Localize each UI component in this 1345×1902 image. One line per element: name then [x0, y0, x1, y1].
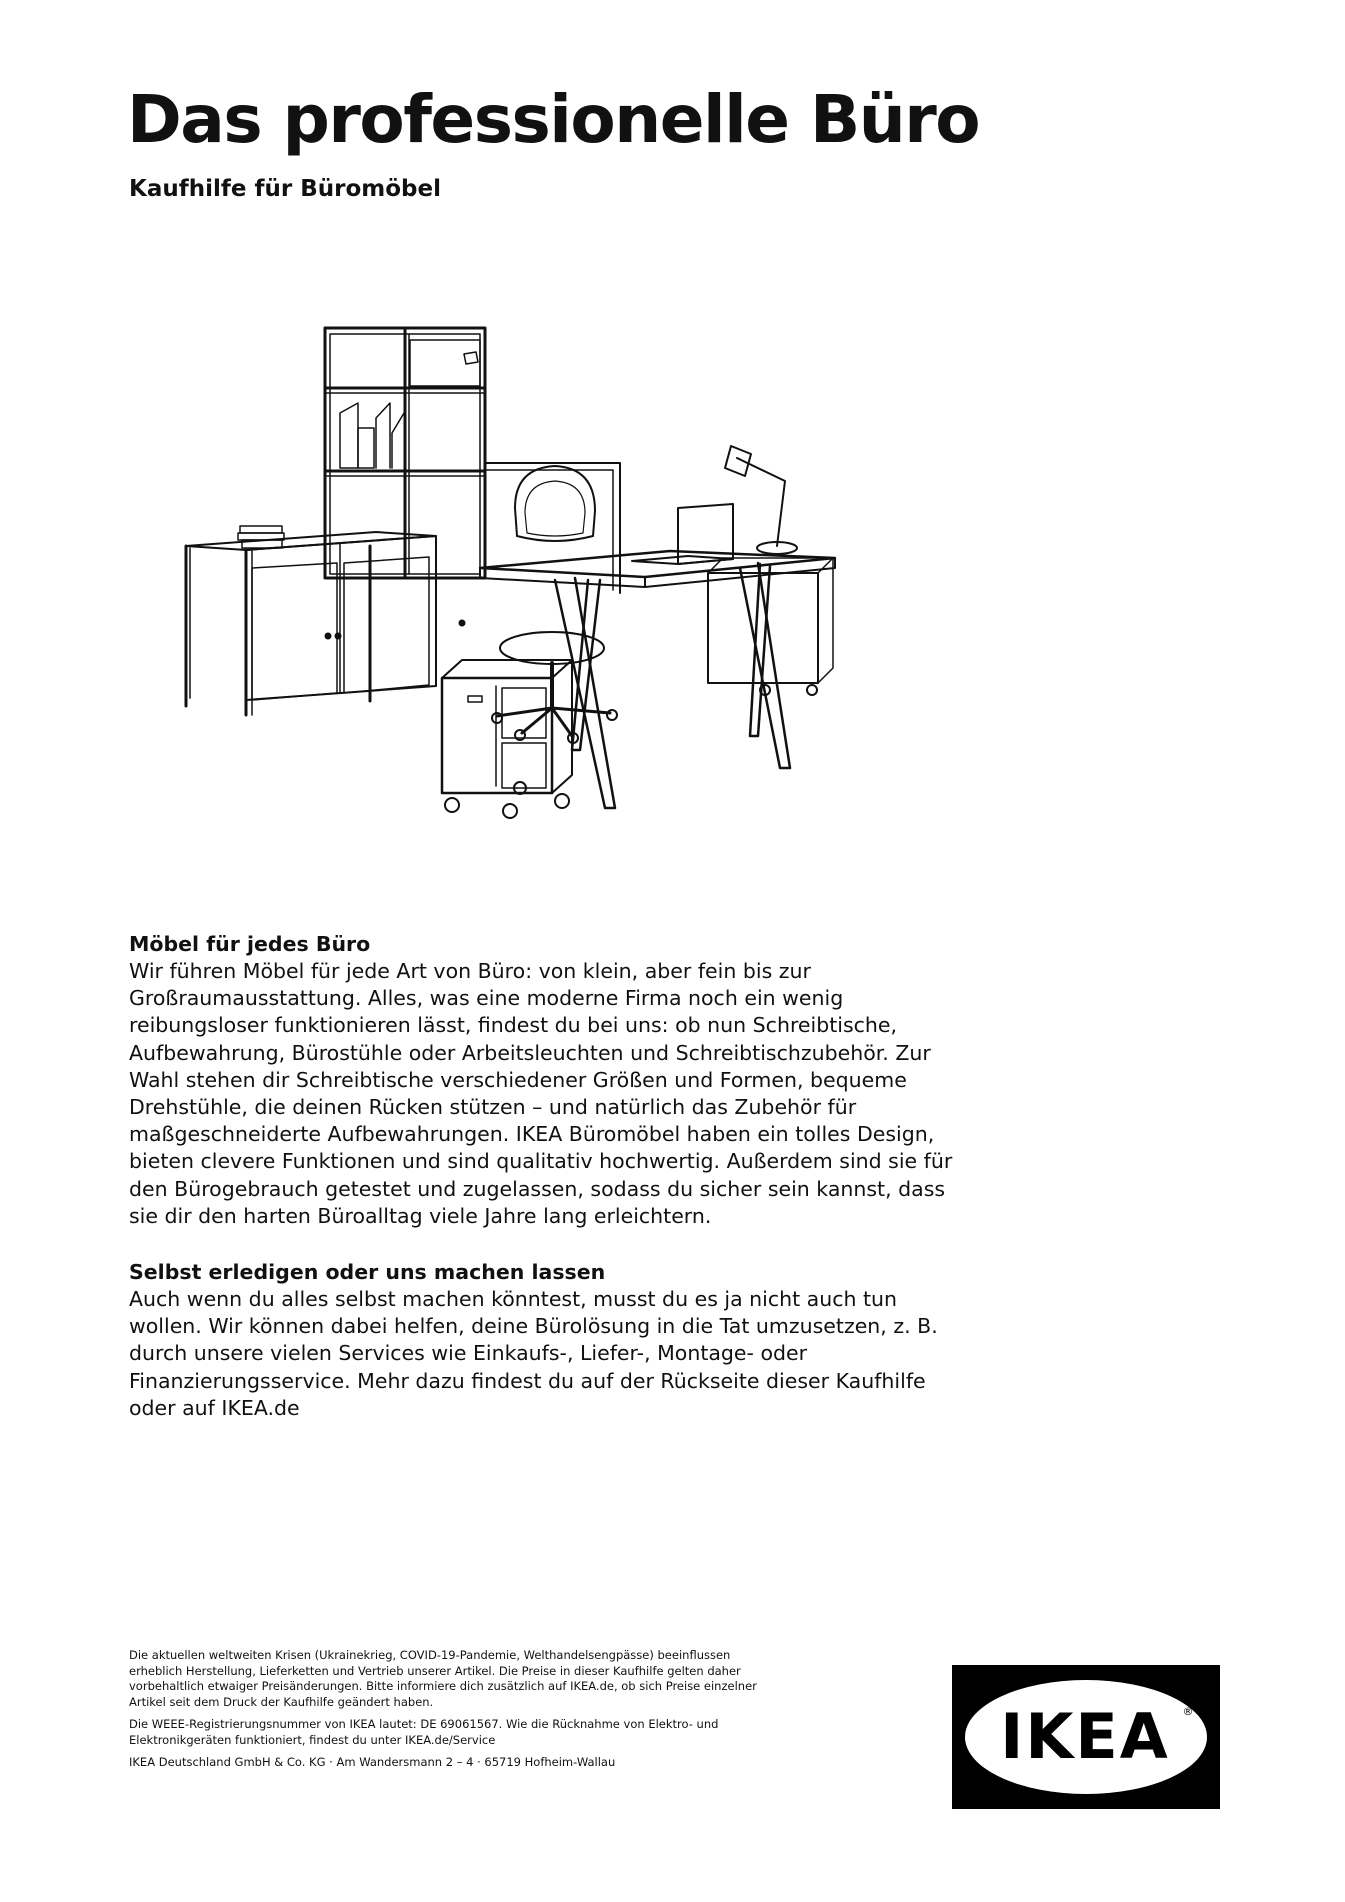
- section-services: [129, 1259, 969, 1422]
- section-body: Auch wenn du alles selbst machen könntest, musst du es ja nicht auch tun wollen. Wir können dabei helfen, deine Bürolösung in die Tat umzusetzen, z. B. durch unsere vielen Services wie Einkaufs-, Liefer-, Montage- oder Finanzierungsservice. Mehr dazu findest du auf der Rückseite dieser Kaufhilfe oder auf IKEA.de: [129, 1287, 938, 1420]
- footer-weee: Die WEEE-Registrierungsnummer von IKEA lautet: DE 69061567. Wie die Rücknahme von Elektro- und Elektronikgeräten funktioniert, findest du unter IKEA.de/Service: [129, 1717, 719, 1747]
- footer: [129, 1648, 779, 1778]
- footer-disclaimer: Die aktuellen weltweiten Krisen (Ukrainekrieg, COVID-19-Pandemie, Welthandelsengpässe) beeinflussen erheblich Herstellung, Lieferketten und Vertrieb unserer Artikel. Die Preise in dieser Kaufhilfe gelten daher vorbehaltlich etwaiger Preisänderungen. Bitte informiere dich zusätzlich auf IKEA.de, ob sich Preise einzelner Artikel seit dem Druck der Kaufhilfe geändert haben.: [129, 1648, 757, 1709]
- drawer-unit: [442, 660, 572, 818]
- registered-mark: ®: [1182, 1705, 1194, 1718]
- footer-address: IKEA Deutschland GmbH & Co. KG · Am Wandersmann 2 – 4 · 65719 Hofheim-Wallau: [129, 1755, 616, 1769]
- desk: [480, 446, 835, 808]
- section-body: Wir führen Möbel für jede Art von Büro: von klein, aber fein bis zur Großraumausstattung. Alles, was eine moderne Firma noch ein wenig reibungsloser funktionieren lässt, findest du bei uns: ob nun Schreibtische, Aufbewahrung, Bürostühle oder Arbeitsleuchten und Schreibtischzubehör. Zur Wahl stehen dir Schreibtische verschiedener Größen und Formen, bequeme Drehstühle, die deinen Rücken stützen – und natürlich das Zubehör für maßgeschneiderte Aufbewahrungen. IKEA Büromöbel haben ein tolles Design, bieten clevere Funktionen und sind qualitativ hochwertig. Außerdem sind sie für den Bürogebrauch getestet und zugelassen, sodass du sicher sein kannst, dass sie dir den harten Büroalltag viele Jahre lang erleichtern.: [129, 959, 953, 1228]
- ikea-logo: [952, 1665, 1220, 1809]
- office-furniture-illustration: [180, 318, 910, 844]
- section-heading: Selbst erledigen oder uns machen lassen: [129, 1260, 606, 1284]
- page-title: Das professionelle Büro: [127, 81, 980, 158]
- section-furniture: [129, 931, 969, 1230]
- shelving-unit: [325, 328, 485, 578]
- logo-text: IKEA: [1000, 1700, 1170, 1773]
- page-subtitle: Kaufhilfe für Büromöbel: [129, 176, 441, 202]
- section-heading: Möbel für jedes Büro: [129, 932, 371, 956]
